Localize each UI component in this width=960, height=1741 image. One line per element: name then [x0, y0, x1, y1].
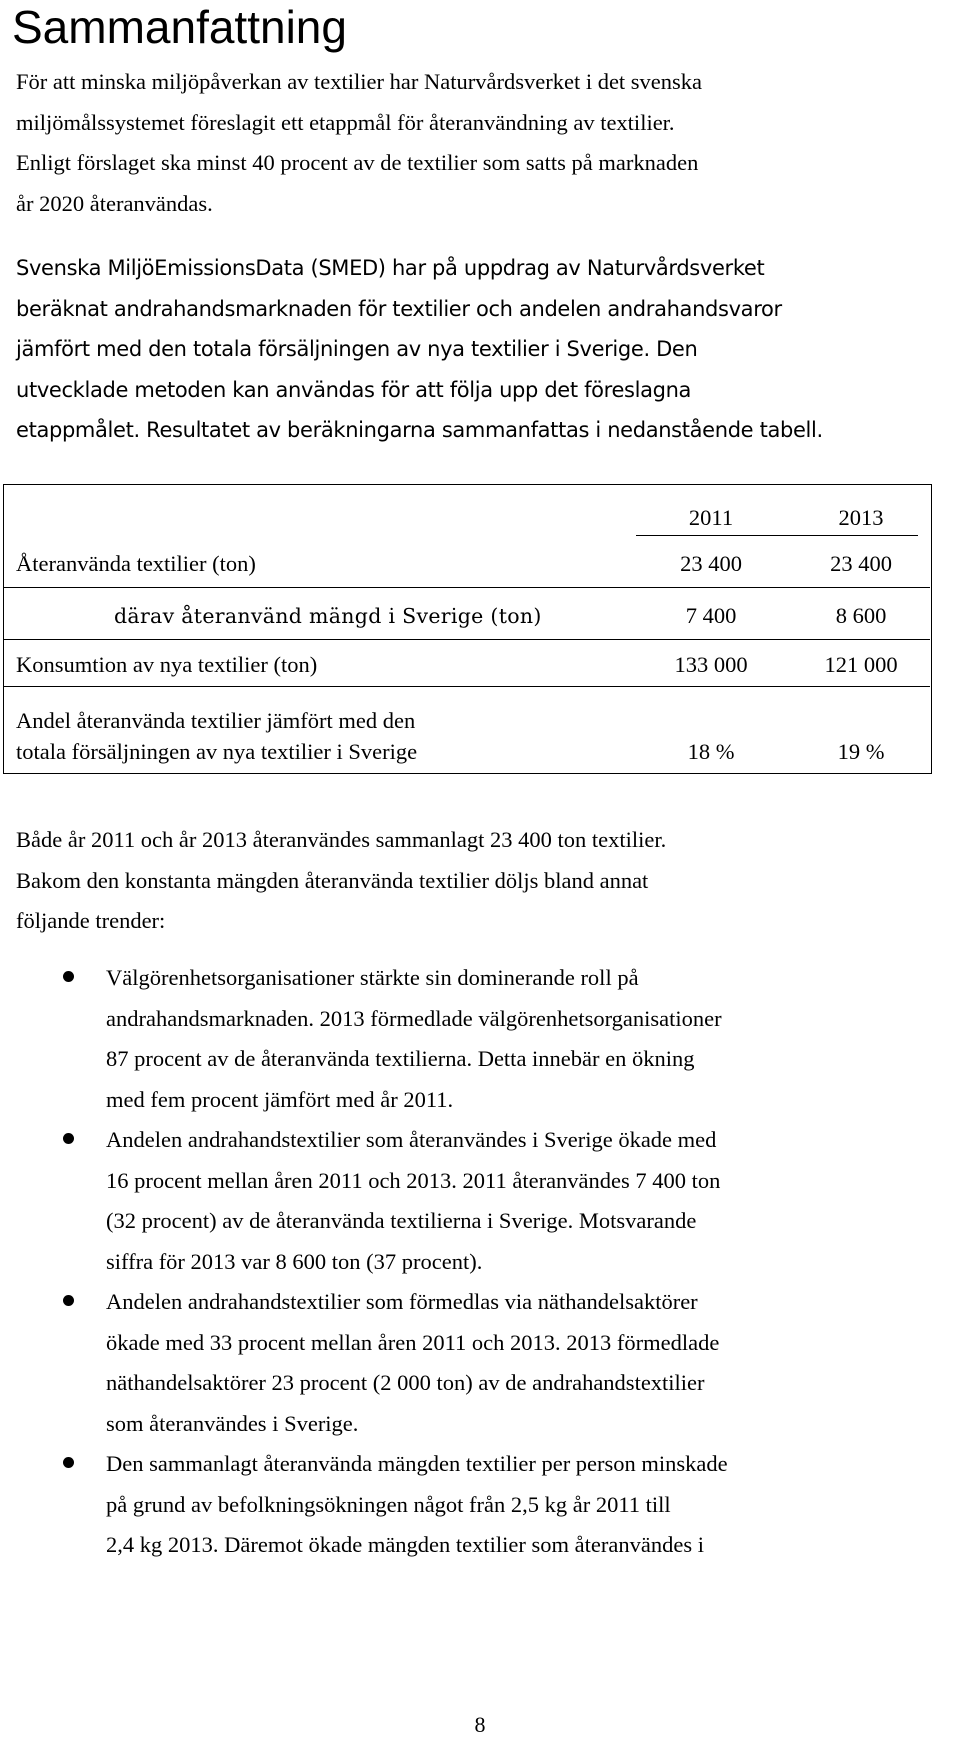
- paragraph-line: För att minska miljöpåverkan av textilier har Naturvårdsverket i det svenska: [16, 69, 703, 94]
- paragraph-line: Svenska MiljöEmissionsData (SMED) har på uppdrag av Naturvårdsverket: [16, 256, 765, 280]
- smed-paragraph: [16, 248, 946, 451]
- row-consumption-2011: 133 000: [674, 652, 748, 677]
- bullet-icon: [63, 1457, 74, 1468]
- row-sweden-2013: 8 600: [835, 603, 887, 628]
- row-label-consumption: Konsumtion av nya textilier (ton): [16, 652, 318, 677]
- paragraph-line: miljömålssystemet föreslagit ett etappmål för återanvändning av textilier.: [16, 109, 675, 135]
- paragraph-line: etappmålet. Resultatet av beräkningarna sammanfattas i nedanstående tabell.: [16, 418, 823, 442]
- paragraph-line: Enligt förslaget ska minst 40 procent av de textilier som satts på marknaden: [16, 150, 699, 175]
- list-item-line: Andelen andrahandstextilier som förmedlas via näthandelsaktörer: [106, 1289, 698, 1314]
- header-rule: [636, 535, 918, 536]
- row-sweden-2011: 7 400: [685, 603, 737, 628]
- list-item: [0, 1282, 960, 1444]
- list-item-line: Den sammanlagt återanvända mängden textilier per person minskade: [106, 1451, 728, 1476]
- list-item-line: 87 procent av de återanvända textilierna. Detta innebär en ökning: [106, 1046, 695, 1071]
- list-item-line: siffra för 2013 var 8 600 ton (37 procent).: [106, 1248, 483, 1274]
- paragraph-line: beräknat andrahandsmarknaden för textilier och andelen andrahandsvaror: [16, 296, 782, 321]
- paragraph-line: jämfört med den totala försäljningen av nya textilier i Sverige. Den: [16, 337, 698, 361]
- header-2011: 2011: [688, 505, 734, 530]
- page-number: 8: [474, 1712, 486, 1737]
- bullet-icon: [63, 1295, 74, 1306]
- list-item-line: med fem procent jämfört med år 2011.: [106, 1086, 454, 1112]
- list-item-line: ökade med 33 procent mellan åren 2011 och 2013. 2013 förmedlade: [106, 1329, 720, 1355]
- row-label-reused-sweden: därav återanvänd mängd i Sverige (ton): [114, 604, 542, 628]
- trends-list: [0, 958, 960, 1566]
- row-label-reused: Återanvända textilier (ton): [16, 551, 256, 576]
- row-rule: [4, 587, 930, 588]
- list-item-line: Välgörenhetsorganisationer stärkte sin dominerande roll på: [106, 965, 639, 990]
- list-item: [0, 958, 960, 1120]
- bullet-icon: [63, 1133, 74, 1144]
- row-consumption-2013: 121 000: [824, 652, 898, 677]
- paragraph-line: Bakom den konstanta mängden återanvända textilier döljs bland annat: [16, 867, 649, 893]
- paragraph-line: följande trender:: [16, 908, 166, 933]
- list-item-line: (32 procent) av de återanvända textilierna i Sverige. Motsvarande: [106, 1208, 697, 1233]
- list-item-line: näthandelsaktörer 23 procent (2 000 ton) av de andrahandstextilier: [106, 1370, 705, 1395]
- list-item-line: andrahandsmarknaden. 2013 förmedlade välgörenhetsorganisationer: [106, 1005, 722, 1031]
- intro-paragraph: [16, 62, 946, 224]
- row-label-share-line1: Andel återanvända textilier jämfört med den: [16, 708, 416, 733]
- list-item-line: 16 procent mellan åren 2011 och 2013. 2011 återanvändes 7 400 ton: [106, 1167, 721, 1193]
- list-item-line: 2,4 kg 2013. Däremot ökade mängden textilier som återanvändes i: [106, 1532, 704, 1557]
- paragraph-line: Både år 2011 och år 2013 återanvändes sammanlagt 23 400 ton textilier.: [16, 827, 667, 852]
- row-share-2011: 18 %: [687, 739, 735, 764]
- header-2013: 2013: [838, 505, 884, 530]
- list-item-line: på grund av befolkningsökningen något från 2,5 kg år 2011 till: [106, 1491, 671, 1517]
- list-item-line: Andelen andrahandstextilier som återanvändes i Sverige ökade med: [106, 1127, 717, 1152]
- bullet-icon: [63, 971, 74, 982]
- row-rule: [4, 686, 930, 687]
- list-item: [0, 1444, 960, 1566]
- row-share-2013: 19 %: [837, 739, 885, 764]
- summary-table: [3, 484, 932, 774]
- paragraph-line: år 2020 återanvändas.: [16, 190, 213, 216]
- page-title: Sammanfattning: [12, 1, 347, 53]
- row-reused-2013: 23 400: [830, 551, 892, 576]
- row-rule: [4, 639, 930, 640]
- trends-intro-paragraph: [16, 820, 946, 942]
- row-label-share-line2: totala försäljningen av nya textilier i Sverige: [16, 739, 418, 764]
- row-reused-2011: 23 400: [680, 551, 742, 576]
- paragraph-line: utvecklade metoden kan användas för att följa upp det föreslagna: [16, 377, 692, 402]
- list-item: [0, 1120, 960, 1282]
- list-item-line: som återanvändes i Sverige.: [106, 1410, 359, 1436]
